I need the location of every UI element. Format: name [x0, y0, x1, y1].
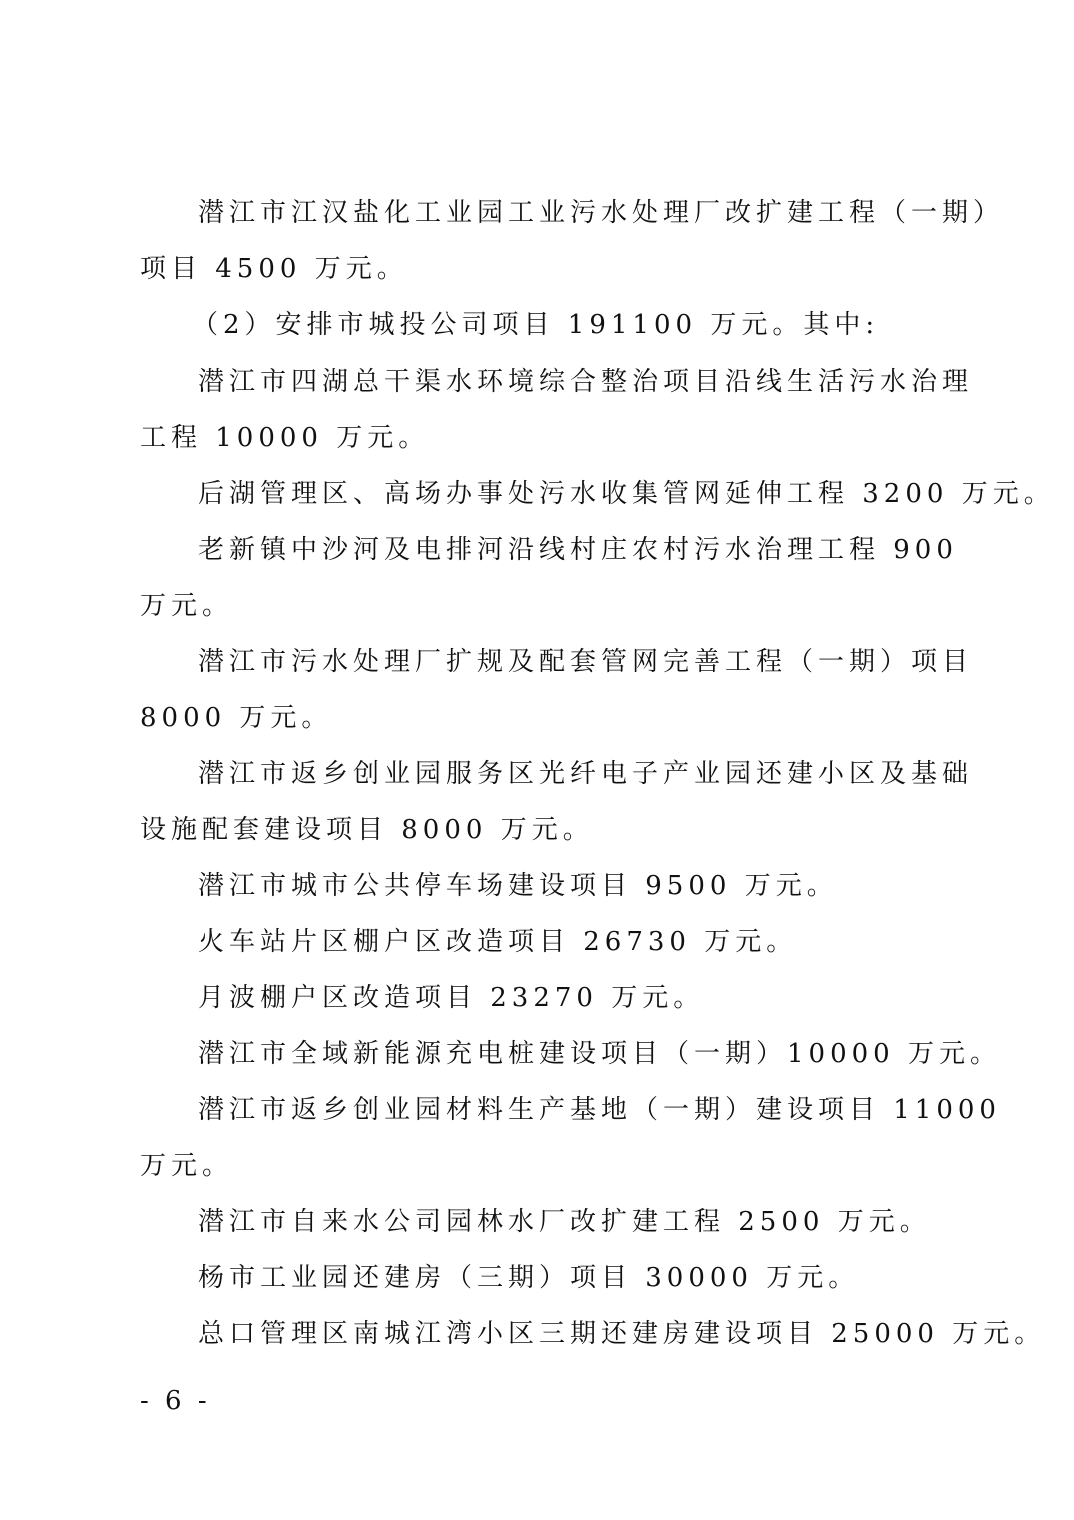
paragraph-line: 潜江市返乡创业园服务区光纤电子产业园还建小区及基础 [198, 759, 974, 789]
paragraph-line: 杨市工业园还建房（三期）项目 30000 万元。 [198, 1263, 860, 1293]
paragraph-line: 潜江市返乡创业园材料生产基地（一期）建设项目 11000 [198, 1095, 1001, 1125]
paragraph-line: 工程 10000 万元。 [140, 423, 430, 453]
page-number: - 6 - [140, 1386, 211, 1416]
paragraph-line: 万元。 [140, 1151, 234, 1181]
paragraph-line: 老新镇中沙河及电排河沿线村庄农村污水治理工程 900 [198, 535, 958, 565]
paragraph-line: 项目 4500 万元。 [140, 254, 408, 284]
paragraph-line: 后湖管理区、高场办事处污水收集管网延伸工程 3200 万元。 [198, 479, 1055, 509]
paragraph-line: 8000 万元。 [140, 703, 333, 733]
paragraph-line: 火车站片区棚户区改造项目 26730 万元。 [198, 927, 798, 957]
paragraph-line: 月波棚户区改造项目 23270 万元。 [198, 983, 705, 1013]
paragraph-line: 设施配套建设项目 8000 万元。 [140, 815, 594, 845]
paragraph-line: 潜江市自来水公司园林水厂改扩建工程 2500 万元。 [198, 1207, 931, 1237]
paragraph-line: 潜江市城市公共停车场建设项目 9500 万元。 [198, 871, 838, 901]
paragraph-line: 潜江市江汉盐化工业园工业污水处理厂改扩建工程（一期） [198, 198, 1005, 228]
paragraph-line: 万元。 [140, 591, 234, 621]
paragraph-line: 潜江市污水处理厂扩规及配套管网完善工程（一期）项目 [198, 647, 974, 677]
paragraph-line: 潜江市全域新能源充电桩建设项目（一期）10000 万元。 [198, 1039, 1001, 1069]
paragraph-line: 潜江市四湖总干渠水环境综合整治项目沿线生活污水治理 [198, 367, 974, 397]
section-heading: （2）安排市城投公司项目 191100 万元。其中: [192, 310, 880, 340]
paragraph-line: 总口管理区南城江湾小区三期还建房建设项目 25000 万元。 [198, 1319, 1046, 1349]
